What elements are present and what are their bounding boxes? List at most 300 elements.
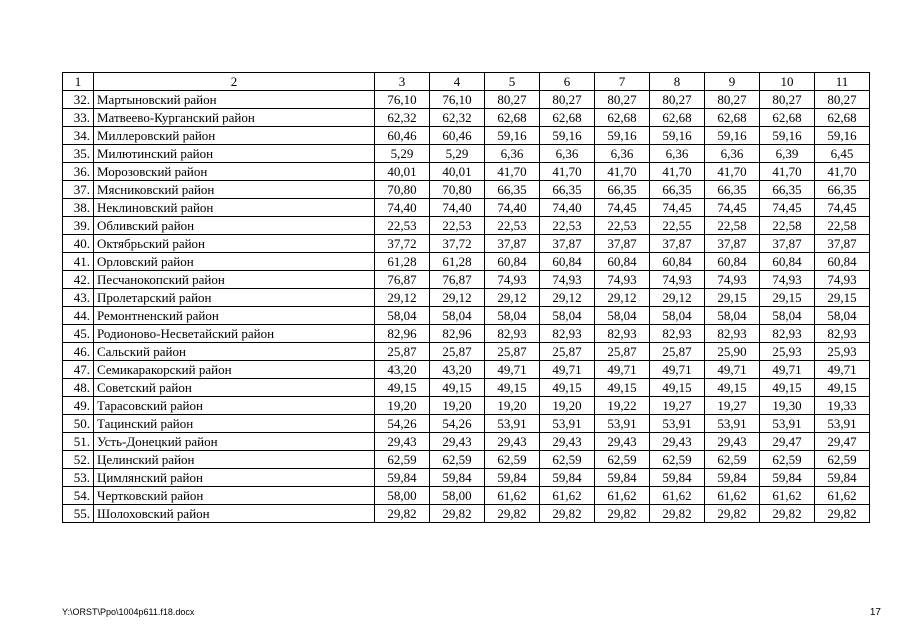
value-cell: 22,58 xyxy=(705,217,760,235)
value-cell: 19,30 xyxy=(760,397,815,415)
value-cell: 29,82 xyxy=(485,505,540,523)
value-cell: 74,45 xyxy=(815,199,870,217)
value-cell: 66,35 xyxy=(815,181,870,199)
value-cell: 29,47 xyxy=(815,433,870,451)
district-name: Шолоховский район xyxy=(94,505,375,523)
value-cell: 82,93 xyxy=(540,325,595,343)
column-header: 4 xyxy=(430,73,485,91)
value-cell: 22,53 xyxy=(430,217,485,235)
value-cell: 74,93 xyxy=(650,271,705,289)
row-number: 53. xyxy=(63,469,94,487)
value-cell: 66,35 xyxy=(595,181,650,199)
value-cell: 49,15 xyxy=(595,379,650,397)
row-number: 41. xyxy=(63,253,94,271)
column-header: 2 xyxy=(94,73,375,91)
value-cell: 22,55 xyxy=(650,217,705,235)
value-cell: 6,39 xyxy=(760,145,815,163)
table-row xyxy=(63,379,870,397)
table-row xyxy=(63,91,870,109)
column-header: 8 xyxy=(650,73,705,91)
value-cell: 25,87 xyxy=(375,343,430,361)
value-cell: 53,91 xyxy=(595,415,650,433)
table-row xyxy=(63,307,870,325)
value-cell: 59,84 xyxy=(430,469,485,487)
district-name: Миллеровский район xyxy=(94,127,375,145)
value-cell: 49,15 xyxy=(540,379,595,397)
row-number: 39. xyxy=(63,217,94,235)
value-cell: 19,27 xyxy=(705,397,760,415)
value-cell: 29,82 xyxy=(760,505,815,523)
value-cell: 82,93 xyxy=(815,325,870,343)
table-row xyxy=(63,109,870,127)
value-cell: 74,40 xyxy=(485,199,540,217)
value-cell: 29,82 xyxy=(595,505,650,523)
value-cell: 25,93 xyxy=(760,343,815,361)
district-name: Неклиновский район xyxy=(94,199,375,217)
value-cell: 60,84 xyxy=(815,253,870,271)
row-number: 52. xyxy=(63,451,94,469)
value-cell: 29,43 xyxy=(485,433,540,451)
value-cell: 58,04 xyxy=(760,307,815,325)
district-name: Усть-Донецкий район xyxy=(94,433,375,451)
table-row xyxy=(63,235,870,253)
value-cell: 62,68 xyxy=(760,109,815,127)
value-cell: 61,28 xyxy=(430,253,485,271)
value-cell: 22,58 xyxy=(760,217,815,235)
value-cell: 80,27 xyxy=(485,91,540,109)
value-cell: 6,36 xyxy=(485,145,540,163)
district-name: Сальский район xyxy=(94,343,375,361)
value-cell: 29,82 xyxy=(705,505,760,523)
value-cell: 59,84 xyxy=(595,469,650,487)
value-cell: 80,27 xyxy=(540,91,595,109)
row-number: 55. xyxy=(63,505,94,523)
value-cell: 74,40 xyxy=(430,199,485,217)
row-number: 51. xyxy=(63,433,94,451)
value-cell: 37,72 xyxy=(375,235,430,253)
value-cell: 62,68 xyxy=(540,109,595,127)
value-cell: 22,53 xyxy=(595,217,650,235)
value-cell: 29,43 xyxy=(430,433,485,451)
value-cell: 41,70 xyxy=(650,163,705,181)
value-cell: 59,16 xyxy=(485,127,540,145)
value-cell: 59,84 xyxy=(375,469,430,487)
value-cell: 60,84 xyxy=(760,253,815,271)
district-name: Матвеево-Курганский район xyxy=(94,109,375,127)
value-cell: 37,87 xyxy=(540,235,595,253)
value-cell: 66,35 xyxy=(540,181,595,199)
table-row xyxy=(63,415,870,433)
value-cell: 53,91 xyxy=(760,415,815,433)
value-cell: 59,16 xyxy=(705,127,760,145)
value-cell: 29,47 xyxy=(760,433,815,451)
row-number: 33. xyxy=(63,109,94,127)
column-header: 1 xyxy=(63,73,94,91)
value-cell: 43,20 xyxy=(430,361,485,379)
value-cell: 62,32 xyxy=(430,109,485,127)
value-cell: 25,90 xyxy=(705,343,760,361)
value-cell: 29,12 xyxy=(485,289,540,307)
value-cell: 60,46 xyxy=(375,127,430,145)
district-name: Песчанокопский район xyxy=(94,271,375,289)
table-row xyxy=(63,397,870,415)
value-cell: 70,80 xyxy=(430,181,485,199)
value-cell: 49,71 xyxy=(760,361,815,379)
value-cell: 59,84 xyxy=(705,469,760,487)
column-header: 11 xyxy=(815,73,870,91)
page-number: 17 xyxy=(869,607,881,618)
value-cell: 58,04 xyxy=(595,307,650,325)
value-cell: 49,71 xyxy=(595,361,650,379)
value-cell: 41,70 xyxy=(760,163,815,181)
value-cell: 82,96 xyxy=(430,325,485,343)
table-row xyxy=(63,343,870,361)
row-number: 43. xyxy=(63,289,94,307)
value-cell: 49,15 xyxy=(485,379,540,397)
row-number: 50. xyxy=(63,415,94,433)
value-cell: 74,45 xyxy=(650,199,705,217)
value-cell: 74,40 xyxy=(375,199,430,217)
column-header: 10 xyxy=(760,73,815,91)
district-name: Октябрьский район xyxy=(94,235,375,253)
district-name: Родионово-Несветайский район xyxy=(94,325,375,343)
value-cell: 25,87 xyxy=(485,343,540,361)
district-name: Мясниковский район xyxy=(94,181,375,199)
value-cell: 58,04 xyxy=(430,307,485,325)
value-cell: 61,28 xyxy=(375,253,430,271)
value-cell: 80,27 xyxy=(760,91,815,109)
value-cell: 59,16 xyxy=(595,127,650,145)
value-cell: 53,91 xyxy=(705,415,760,433)
table-row xyxy=(63,145,870,163)
table-row xyxy=(63,433,870,451)
value-cell: 62,68 xyxy=(815,109,870,127)
row-number: 49. xyxy=(63,397,94,415)
value-cell: 74,93 xyxy=(705,271,760,289)
value-cell: 49,71 xyxy=(815,361,870,379)
district-name: Чертковский район xyxy=(94,487,375,505)
district-name: Целинский район xyxy=(94,451,375,469)
table-row xyxy=(63,253,870,271)
value-cell: 25,87 xyxy=(430,343,485,361)
value-cell: 62,59 xyxy=(760,451,815,469)
value-cell: 60,84 xyxy=(540,253,595,271)
value-cell: 62,59 xyxy=(595,451,650,469)
value-cell: 76,10 xyxy=(375,91,430,109)
value-cell: 61,62 xyxy=(540,487,595,505)
value-cell: 25,93 xyxy=(815,343,870,361)
value-cell: 59,84 xyxy=(760,469,815,487)
row-number: 45. xyxy=(63,325,94,343)
value-cell: 61,62 xyxy=(485,487,540,505)
table-header-row xyxy=(63,73,870,91)
value-cell: 62,68 xyxy=(485,109,540,127)
value-cell: 58,00 xyxy=(430,487,485,505)
value-cell: 49,15 xyxy=(375,379,430,397)
value-cell: 53,91 xyxy=(540,415,595,433)
value-cell: 62,59 xyxy=(375,451,430,469)
district-name: Морозовский район xyxy=(94,163,375,181)
value-cell: 74,93 xyxy=(815,271,870,289)
value-cell: 62,68 xyxy=(705,109,760,127)
value-cell: 74,93 xyxy=(595,271,650,289)
value-cell: 61,62 xyxy=(650,487,705,505)
value-cell: 29,82 xyxy=(650,505,705,523)
district-values-table xyxy=(62,72,870,523)
value-cell: 19,20 xyxy=(540,397,595,415)
value-cell: 62,68 xyxy=(595,109,650,127)
value-cell: 22,58 xyxy=(815,217,870,235)
value-cell: 60,84 xyxy=(595,253,650,271)
value-cell: 29,43 xyxy=(540,433,595,451)
value-cell: 29,12 xyxy=(430,289,485,307)
value-cell: 41,70 xyxy=(485,163,540,181)
value-cell: 59,84 xyxy=(650,469,705,487)
value-cell: 49,15 xyxy=(650,379,705,397)
value-cell: 6,45 xyxy=(815,145,870,163)
value-cell: 29,15 xyxy=(705,289,760,307)
value-cell: 19,33 xyxy=(815,397,870,415)
row-number: 35. xyxy=(63,145,94,163)
value-cell: 61,62 xyxy=(760,487,815,505)
row-number: 38. xyxy=(63,199,94,217)
value-cell: 29,82 xyxy=(375,505,430,523)
value-cell: 62,59 xyxy=(650,451,705,469)
district-name: Тацинский район xyxy=(94,415,375,433)
value-cell: 37,87 xyxy=(760,235,815,253)
value-cell: 58,04 xyxy=(705,307,760,325)
value-cell: 29,12 xyxy=(540,289,595,307)
value-cell: 53,91 xyxy=(485,415,540,433)
value-cell: 19,22 xyxy=(595,397,650,415)
value-cell: 82,93 xyxy=(595,325,650,343)
value-cell: 29,82 xyxy=(540,505,595,523)
value-cell: 58,04 xyxy=(815,307,870,325)
value-cell: 61,62 xyxy=(815,487,870,505)
value-cell: 66,35 xyxy=(705,181,760,199)
value-cell: 74,93 xyxy=(485,271,540,289)
value-cell: 82,93 xyxy=(650,325,705,343)
value-cell: 22,53 xyxy=(375,217,430,235)
row-number: 46. xyxy=(63,343,94,361)
value-cell: 82,96 xyxy=(375,325,430,343)
district-name: Тарасовский район xyxy=(94,397,375,415)
value-cell: 66,35 xyxy=(485,181,540,199)
district-name: Пролетарский район xyxy=(94,289,375,307)
district-name: Советский район xyxy=(94,379,375,397)
value-cell: 37,72 xyxy=(430,235,485,253)
value-cell: 60,84 xyxy=(705,253,760,271)
value-cell: 58,04 xyxy=(375,307,430,325)
value-cell: 49,71 xyxy=(705,361,760,379)
value-cell: 80,27 xyxy=(705,91,760,109)
column-header: 7 xyxy=(595,73,650,91)
value-cell: 37,87 xyxy=(595,235,650,253)
row-number: 37. xyxy=(63,181,94,199)
value-cell: 60,84 xyxy=(485,253,540,271)
value-cell: 74,45 xyxy=(705,199,760,217)
value-cell: 62,59 xyxy=(540,451,595,469)
value-cell: 29,43 xyxy=(595,433,650,451)
value-cell: 54,26 xyxy=(375,415,430,433)
value-cell: 62,68 xyxy=(650,109,705,127)
document-path: Y:\ORST\Ppo\1004p611.f18.docx xyxy=(62,607,195,617)
value-cell: 70,80 xyxy=(375,181,430,199)
table-row xyxy=(63,199,870,217)
value-cell: 6,36 xyxy=(595,145,650,163)
district-name: Ремонтненский район xyxy=(94,307,375,325)
value-cell: 58,04 xyxy=(485,307,540,325)
table-row xyxy=(63,217,870,235)
value-cell: 80,27 xyxy=(650,91,705,109)
value-cell: 29,82 xyxy=(815,505,870,523)
value-cell: 61,62 xyxy=(705,487,760,505)
value-cell: 59,16 xyxy=(815,127,870,145)
value-cell: 5,29 xyxy=(430,145,485,163)
value-cell: 6,36 xyxy=(540,145,595,163)
value-cell: 22,53 xyxy=(485,217,540,235)
row-number: 34. xyxy=(63,127,94,145)
value-cell: 25,87 xyxy=(595,343,650,361)
table-row xyxy=(63,469,870,487)
row-number: 54. xyxy=(63,487,94,505)
value-cell: 62,59 xyxy=(815,451,870,469)
value-cell: 49,71 xyxy=(650,361,705,379)
value-cell: 6,36 xyxy=(705,145,760,163)
value-cell: 82,93 xyxy=(760,325,815,343)
value-cell: 74,93 xyxy=(540,271,595,289)
value-cell: 74,45 xyxy=(595,199,650,217)
value-cell: 53,91 xyxy=(815,415,870,433)
district-name: Семикаракорский район xyxy=(94,361,375,379)
value-cell: 29,12 xyxy=(595,289,650,307)
value-cell: 25,87 xyxy=(540,343,595,361)
row-number: 47. xyxy=(63,361,94,379)
table-row xyxy=(63,361,870,379)
value-cell: 29,43 xyxy=(705,433,760,451)
value-cell: 37,87 xyxy=(705,235,760,253)
district-name: Милютинский район xyxy=(94,145,375,163)
district-name: Орловский район xyxy=(94,253,375,271)
value-cell: 74,45 xyxy=(760,199,815,217)
table-row xyxy=(63,487,870,505)
value-cell: 43,20 xyxy=(375,361,430,379)
value-cell: 62,32 xyxy=(375,109,430,127)
value-cell: 29,82 xyxy=(430,505,485,523)
value-cell: 66,35 xyxy=(650,181,705,199)
value-cell: 49,71 xyxy=(540,361,595,379)
table-row xyxy=(63,325,870,343)
row-number: 48. xyxy=(63,379,94,397)
value-cell: 29,12 xyxy=(650,289,705,307)
table-row xyxy=(63,451,870,469)
value-cell: 76,10 xyxy=(430,91,485,109)
value-cell: 74,93 xyxy=(760,271,815,289)
row-number: 36. xyxy=(63,163,94,181)
value-cell: 60,84 xyxy=(650,253,705,271)
value-cell: 6,36 xyxy=(650,145,705,163)
value-cell: 29,12 xyxy=(375,289,430,307)
value-cell: 22,53 xyxy=(540,217,595,235)
district-name: Цимлянский район xyxy=(94,469,375,487)
value-cell: 49,15 xyxy=(760,379,815,397)
table-row xyxy=(63,127,870,145)
value-cell: 37,87 xyxy=(485,235,540,253)
value-cell: 19,20 xyxy=(485,397,540,415)
value-cell: 19,20 xyxy=(430,397,485,415)
value-cell: 29,15 xyxy=(760,289,815,307)
column-header: 3 xyxy=(375,73,430,91)
value-cell: 58,04 xyxy=(540,307,595,325)
value-cell: 41,70 xyxy=(540,163,595,181)
value-cell: 37,87 xyxy=(815,235,870,253)
value-cell: 66,35 xyxy=(760,181,815,199)
value-cell: 59,16 xyxy=(760,127,815,145)
district-name: Обливский район xyxy=(94,217,375,235)
value-cell: 37,87 xyxy=(650,235,705,253)
table-row xyxy=(63,505,870,523)
value-cell: 29,15 xyxy=(815,289,870,307)
value-cell: 49,15 xyxy=(705,379,760,397)
value-cell: 29,43 xyxy=(375,433,430,451)
value-cell: 54,26 xyxy=(430,415,485,433)
value-cell: 59,84 xyxy=(815,469,870,487)
value-cell: 62,59 xyxy=(705,451,760,469)
value-cell: 61,62 xyxy=(595,487,650,505)
column-header: 9 xyxy=(705,73,760,91)
value-cell: 49,71 xyxy=(485,361,540,379)
column-header: 5 xyxy=(485,73,540,91)
value-cell: 82,93 xyxy=(705,325,760,343)
value-cell: 19,27 xyxy=(650,397,705,415)
value-cell: 76,87 xyxy=(430,271,485,289)
value-cell: 41,70 xyxy=(705,163,760,181)
value-cell: 74,40 xyxy=(540,199,595,217)
value-cell: 80,27 xyxy=(595,91,650,109)
value-cell: 29,43 xyxy=(650,433,705,451)
value-cell: 53,91 xyxy=(650,415,705,433)
table-row xyxy=(63,271,870,289)
table-row xyxy=(63,181,870,199)
value-cell: 59,84 xyxy=(540,469,595,487)
table-row xyxy=(63,163,870,181)
row-number: 40. xyxy=(63,235,94,253)
value-cell: 59,84 xyxy=(485,469,540,487)
value-cell: 41,70 xyxy=(595,163,650,181)
row-number: 32. xyxy=(63,91,94,109)
value-cell: 40,01 xyxy=(430,163,485,181)
value-cell: 58,00 xyxy=(375,487,430,505)
value-cell: 49,15 xyxy=(815,379,870,397)
value-cell: 25,87 xyxy=(650,343,705,361)
value-cell: 80,27 xyxy=(815,91,870,109)
district-name: Мартыновский район xyxy=(94,91,375,109)
value-cell: 62,59 xyxy=(485,451,540,469)
row-number: 44. xyxy=(63,307,94,325)
value-cell: 76,87 xyxy=(375,271,430,289)
value-cell: 58,04 xyxy=(650,307,705,325)
value-cell: 60,46 xyxy=(430,127,485,145)
value-cell: 62,59 xyxy=(430,451,485,469)
value-cell: 59,16 xyxy=(650,127,705,145)
value-cell: 59,16 xyxy=(540,127,595,145)
value-cell: 19,20 xyxy=(375,397,430,415)
value-cell: 82,93 xyxy=(485,325,540,343)
value-cell: 41,70 xyxy=(815,163,870,181)
table-row xyxy=(63,289,870,307)
value-cell: 5,29 xyxy=(375,145,430,163)
row-number: 42. xyxy=(63,271,94,289)
